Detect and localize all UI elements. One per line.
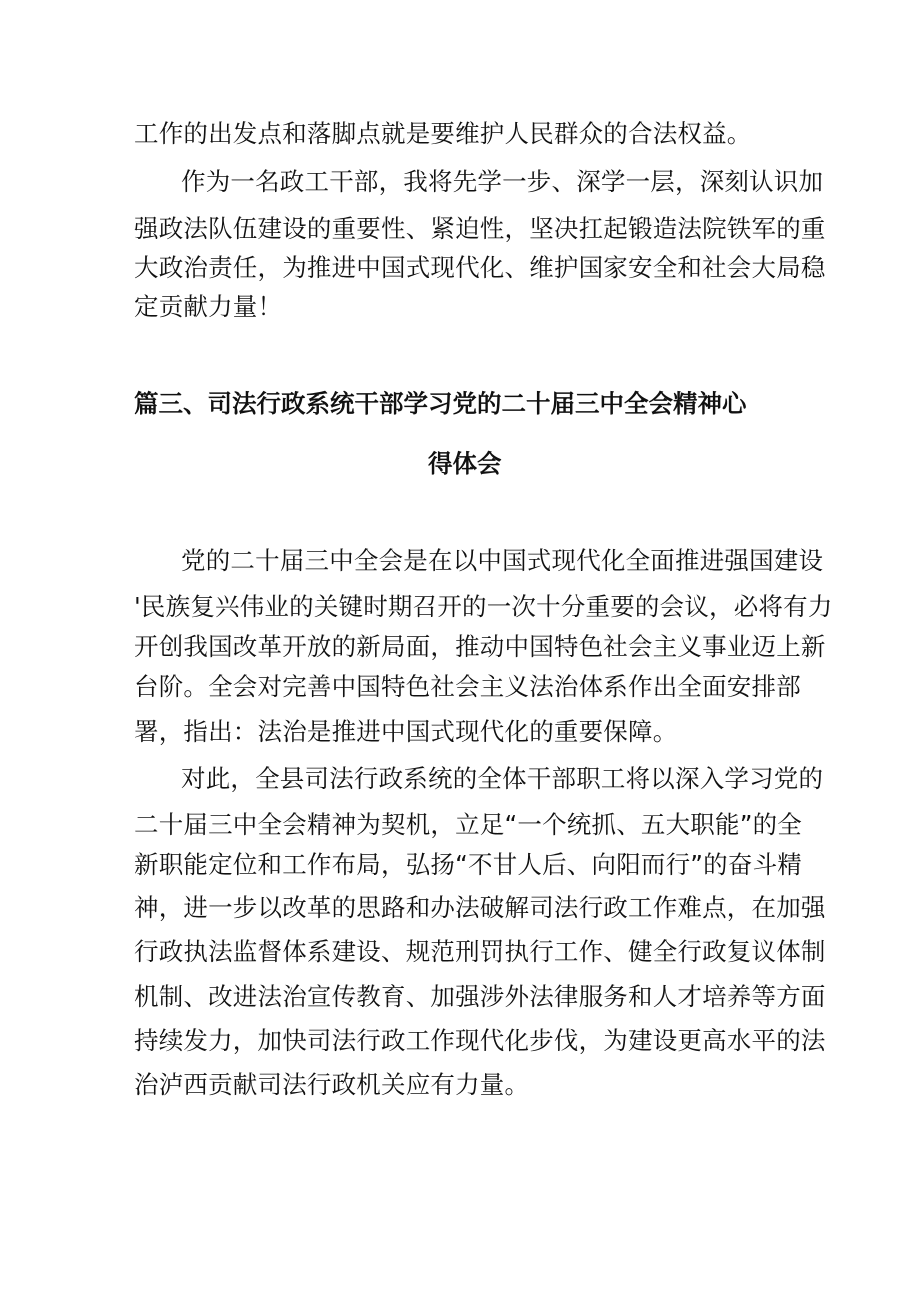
text-line: 新职能定位和工作布局，弘扬“不甘人后、向阳而行”的奋斗精 bbox=[134, 850, 802, 879]
text-line: 台阶。全会对完善中国特色社会主义法治体系作出全面安排部 bbox=[134, 672, 801, 701]
text-line: 二十届三中全会精神为契机，立足“一个统抓、五大职能”的全 bbox=[134, 810, 802, 839]
text-line: 作为一名政工干部，我将先学一步、深学一层，深刻认识加 bbox=[181, 167, 824, 196]
section-heading-line-2: 得体会 bbox=[428, 449, 502, 478]
text-line: 机制、改进法治宣传教育、加强涉外法律服务和人才培养等方面 bbox=[134, 982, 826, 1011]
text-line: 工作的出发点和落脚点就是要维护人民群众的合法权益。 bbox=[134, 119, 752, 148]
section-heading-line-1: 篇三、司法行政系统干部学习党的二十届三中全会精神心 bbox=[134, 389, 747, 418]
text-line: 开创我国改革开放的新局面，推动中国特色社会主义事业迈上新 bbox=[134, 632, 826, 661]
text-line: '民族复兴伟业的关键时期召开的一次十分重要的会议，必将有力 bbox=[134, 592, 833, 621]
text-line: 对此，全县司法行政系统的全体干部职工将以深入学习党的 bbox=[181, 764, 824, 793]
text-line: 强政法队伍建设的重要性、紧迫性，坚决扛起锻造法院铁军的重 bbox=[134, 214, 826, 243]
text-line: 大政治责任，为推进中国式现代化、维护国家安全和社会大局稳 bbox=[134, 253, 826, 282]
text-line: 治泸西贡献司法行政机关应有力量。 bbox=[134, 1070, 530, 1099]
text-line: 党的二十届三中全会是在以中国式现代化全面推进强国建设 bbox=[181, 546, 824, 575]
text-line: 持续发力，加快司法行政工作现代化步伐，为建设更高水平的法 bbox=[134, 1026, 826, 1055]
text-line: 神，进一步以改革的思路和办法破解司法行政工作难点，在加强 bbox=[134, 893, 826, 922]
text-line: 行政执法监督体系建设、规范刑罚执行工作、健全行政复议体制 bbox=[134, 937, 826, 966]
text-line: 定贡献力量！ bbox=[134, 292, 283, 321]
text-line: 署，指出：法治是推进中国式现代化的重要保障。 bbox=[134, 717, 678, 746]
